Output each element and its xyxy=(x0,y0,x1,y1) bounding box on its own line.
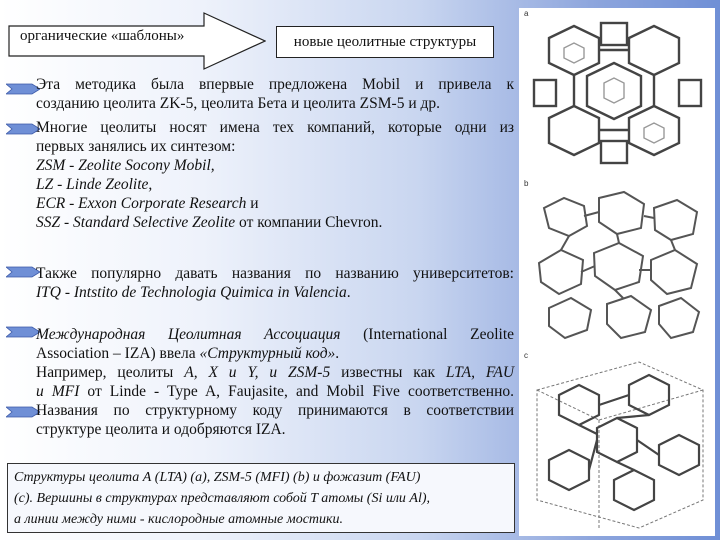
fau-framework-image xyxy=(519,350,715,536)
paragraph-iza xyxy=(36,325,514,439)
paragraph-company-names xyxy=(36,118,514,232)
target-label-box: новые цеолитные структуры xyxy=(276,26,494,58)
text-line: Многие цеолиты носят имена тех компаний, которые одни из xyxy=(36,119,514,136)
caption-line: а линии между ними - кислородные атомные мостики. xyxy=(14,512,344,527)
text-line: Например, цеолиты A, X и Y, и ZSM-5 известны как LTA, FAU xyxy=(36,364,515,381)
lta-framework-image xyxy=(519,8,715,178)
text-line: Названия по структурному коду принимаются в соответствии xyxy=(36,402,514,419)
text-line: структуре цеолита и одобряются IZA. xyxy=(36,421,286,438)
bullet-arrow-icon xyxy=(6,405,40,419)
paragraph-mobil xyxy=(36,75,514,113)
caption-line: (c). Вершины в структурах представляют собой T атомы (Si или Al), xyxy=(14,491,431,506)
text-line-ssz: SSZ - Standard Selective Zeolite от компании Chevron. xyxy=(36,214,383,231)
text-line: Также популярно давать названия по названию университетов: xyxy=(36,265,514,282)
text-line: созданию цеолита ZK-5, цеолита Бета и цеолита ZSM-5 и др. xyxy=(36,95,441,112)
zeolite-structure-b xyxy=(519,178,715,350)
text-line: и MFI от Linde - Type A, Faujasite, and Mobil Five соответственно. xyxy=(36,383,514,400)
figure-letter: b xyxy=(524,179,529,188)
text-line: первых занялись их синтезом: xyxy=(36,138,236,155)
arrow-label: органические «шаблоны» xyxy=(20,28,185,44)
text-line: Эта методика была впервые предложена Mobil и привела к xyxy=(36,76,514,93)
bullet-arrow-icon xyxy=(6,122,40,136)
text-line-lz: LZ - Linde Zeolite, xyxy=(36,176,153,193)
figure-letter: c xyxy=(524,351,528,360)
caption-line: Структуры цеолита А (LTA) (a), ZSM-5 (MFI) (b) и фожазит (FAU) xyxy=(14,470,421,485)
figure-letter: a xyxy=(524,9,529,18)
bullet-arrow-icon xyxy=(6,325,40,339)
zeolite-structure-c xyxy=(519,350,715,536)
text-line: Международная Цеолитная Ассоциация (International Zeolite xyxy=(36,326,515,343)
text-line: Association – IZA) ввела «Структурный код». xyxy=(36,345,340,362)
paragraph-universities xyxy=(36,264,514,302)
text-line-itq: ITQ - Intstito de Technologia Quimica in Valencia. xyxy=(36,284,351,301)
figure-caption xyxy=(7,463,515,533)
bullet-arrow-icon xyxy=(6,82,40,96)
zeolite-structure-a xyxy=(519,8,715,178)
text-line-ecr: ECR - Exxon Corporate Research и xyxy=(36,195,259,212)
mfi-framework-image xyxy=(519,178,715,350)
text-line-zsm: ZSM - Zeolite Socony Mobil, xyxy=(36,157,215,174)
bullet-arrow-icon xyxy=(6,265,40,279)
